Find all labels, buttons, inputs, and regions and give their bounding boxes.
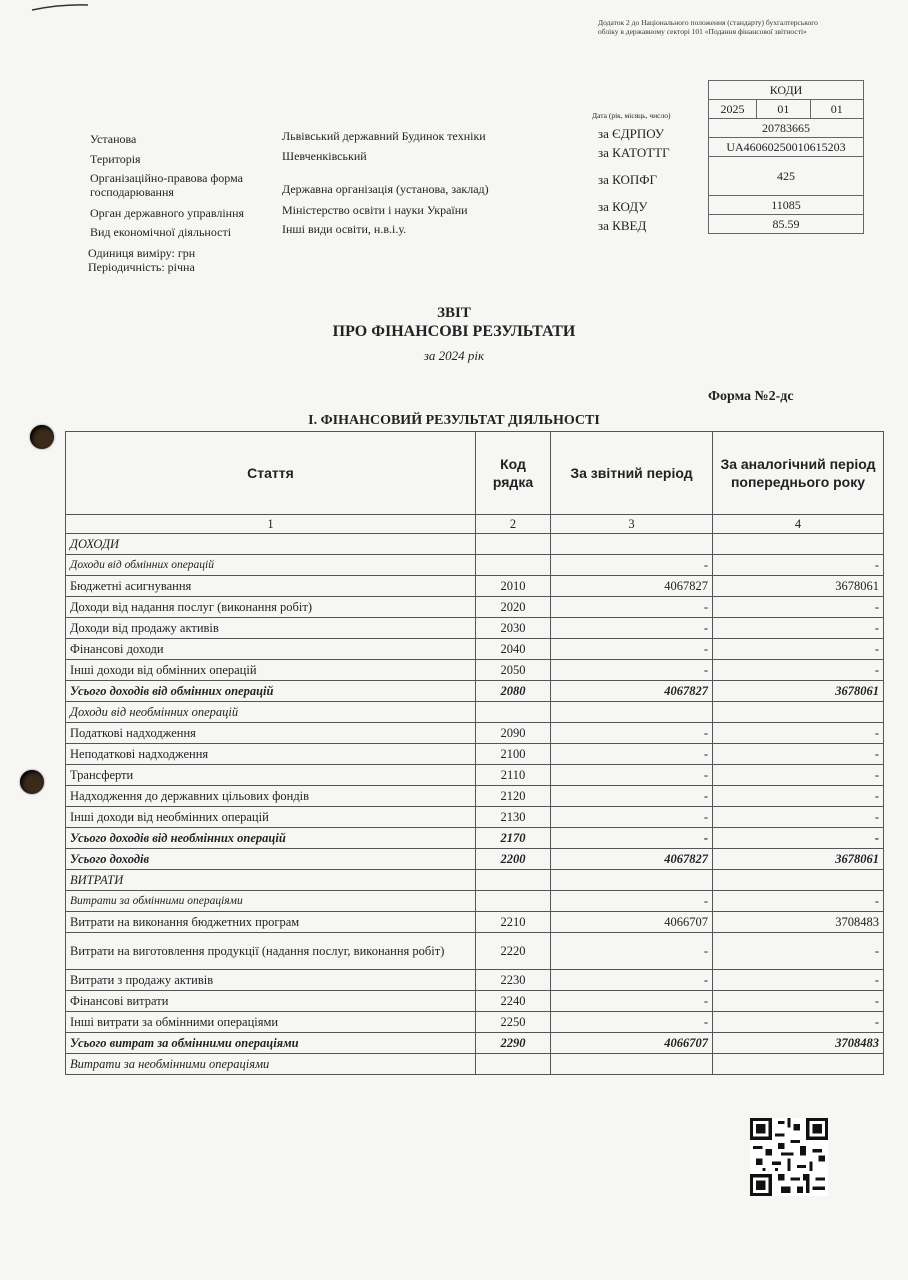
row-current-value: - [551, 786, 713, 807]
org-label-authority: Орган державного управління [90, 206, 245, 220]
row-code [476, 702, 551, 723]
table-row [66, 723, 884, 744]
row-previous-value: 3708483 [713, 1033, 884, 1054]
org-value-authority: Міністерство освіти і науки України [282, 203, 468, 217]
row-code: 2080 [476, 681, 551, 702]
row-code: 2290 [476, 1033, 551, 1054]
row-current-value [551, 702, 713, 723]
row-previous-value: - [713, 970, 884, 991]
table-row [66, 534, 884, 555]
org-code-edrpou: за ЄДРПОУ [598, 126, 665, 141]
row-current-value: - [551, 723, 713, 744]
org-label-institution: Установа [90, 132, 137, 146]
row-previous-value: 3708483 [713, 912, 884, 933]
row-code: 2250 [476, 1012, 551, 1033]
row-current-value: - [551, 891, 713, 912]
row-article: Неподаткові надходження [66, 744, 476, 765]
row-code [476, 534, 551, 555]
colnum: 4 [713, 515, 884, 534]
codes-header: КОДИ [709, 81, 864, 100]
row-current-value [551, 870, 713, 891]
row-article: Витрати на виконання бюджетних програм [66, 912, 476, 933]
row-current-value: - [551, 1012, 713, 1033]
org-code-katottg: за КАТОТТГ [598, 145, 670, 160]
table-row [66, 933, 884, 970]
row-current-value: 4066707 [551, 912, 713, 933]
org-value-legal-form: Державна організація (установа, заклад) [282, 182, 489, 196]
row-article: Фінансові витрати [66, 991, 476, 1012]
code-katottg: UA46060250010615203 [709, 138, 864, 157]
table-row [66, 597, 884, 618]
row-article: Витрати з продажу активів [66, 970, 476, 991]
report-subtitle: ПРО ФІНАНСОВІ РЕЗУЛЬТАТИ [332, 323, 576, 340]
row-article: Інші витрати за обмінними операціями [66, 1012, 476, 1033]
row-current-value: - [551, 828, 713, 849]
table-row [66, 639, 884, 660]
org-label-legal-form: Організаційно-правова форма [90, 171, 243, 185]
row-code [476, 891, 551, 912]
row-code: 2020 [476, 597, 551, 618]
row-current-value [551, 534, 713, 555]
table-row [66, 702, 884, 723]
colnum: 1 [66, 515, 476, 534]
row-code: 2240 [476, 991, 551, 1012]
row-code: 2120 [476, 786, 551, 807]
org-code-kved: за КВЕД [598, 218, 647, 233]
table-row [66, 870, 884, 891]
table-row [66, 849, 884, 870]
header-previous-period: За аналогічний період попереднього року [713, 432, 884, 515]
row-current-value: 4067827 [551, 681, 713, 702]
table-row [66, 912, 884, 933]
row-article: Доходи від обмінних операцій [66, 555, 476, 576]
table-row [66, 807, 884, 828]
row-previous-value [713, 702, 884, 723]
row-code: 2110 [476, 765, 551, 786]
table-row [66, 681, 884, 702]
codes-table [694, 80, 864, 234]
org-code-kodu: за КОДУ [598, 199, 648, 214]
row-current-value: - [551, 970, 713, 991]
row-current-value: - [551, 639, 713, 660]
row-code: 2170 [476, 828, 551, 849]
row-previous-value: - [713, 828, 884, 849]
row-current-value: 4066707 [551, 1033, 713, 1054]
row-previous-value: - [713, 807, 884, 828]
row-article: Витрати на виготовлення продукції (надання послуг, виконання робіт) [66, 933, 476, 970]
row-previous-value [713, 870, 884, 891]
row-code: 2010 [476, 576, 551, 597]
report-title: ЗВІТ [437, 305, 471, 321]
row-previous-value: - [713, 744, 884, 765]
row-article: Доходи від необмінних операцій [66, 702, 476, 723]
row-article: ВИТРАТИ [66, 870, 476, 891]
table-row [66, 660, 884, 681]
table-row [66, 765, 884, 786]
table-row [66, 891, 884, 912]
row-current-value: - [551, 807, 713, 828]
row-current-value: - [551, 991, 713, 1012]
row-article: Інші доходи від необмінних операцій [66, 807, 476, 828]
row-current-value: 4067827 [551, 576, 713, 597]
row-previous-value: - [713, 991, 884, 1012]
section-title: І. ФІНАНСОВИЙ РЕЗУЛЬТАТ ДІЯЛЬНОСТІ [308, 413, 600, 428]
code-kved: 85.59 [709, 215, 864, 234]
colnum: 2 [476, 515, 551, 534]
row-article: Бюджетні асигнування [66, 576, 476, 597]
row-previous-value: - [713, 786, 884, 807]
form-number: Форма №2-дс [708, 389, 794, 404]
financial-results-table [65, 431, 884, 1075]
row-article: Усього доходів від необмінних операцій [66, 828, 476, 849]
row-current-value: - [551, 597, 713, 618]
row-article: Податкові надходження [66, 723, 476, 744]
row-previous-value: - [713, 1012, 884, 1033]
periodicity: Періодичність: річна [88, 260, 195, 274]
row-article: ДОХОДИ [66, 534, 476, 555]
column-numbers-row [66, 515, 884, 534]
row-article: Інші доходи від обмінних операцій [66, 660, 476, 681]
table-row [66, 1054, 884, 1075]
row-previous-value: - [713, 933, 884, 970]
qr-code [750, 1118, 828, 1196]
row-current-value: - [551, 618, 713, 639]
row-current-value: - [551, 744, 713, 765]
table-row [66, 1033, 884, 1054]
date-year: 2025 [709, 100, 757, 119]
row-previous-value: - [713, 765, 884, 786]
code-edrpou: 20783665 [709, 119, 864, 138]
row-current-value: - [551, 660, 713, 681]
row-previous-value: - [713, 660, 884, 681]
row-previous-value: - [713, 639, 884, 660]
date-label: Дата (рік, місяць, число) [592, 111, 671, 120]
row-code [476, 870, 551, 891]
row-code: 2030 [476, 618, 551, 639]
date-month: 01 [757, 100, 810, 119]
row-article: Витрати за необмінними операціями [66, 1054, 476, 1075]
row-code: 2230 [476, 970, 551, 991]
header-article: Стаття [66, 432, 476, 515]
row-previous-value [713, 534, 884, 555]
row-article: Усього доходів [66, 849, 476, 870]
row-current-value: 4067827 [551, 849, 713, 870]
row-previous-value: - [713, 618, 884, 639]
row-article: Витрати за обмінними операціями [66, 891, 476, 912]
row-article: Трансферти [66, 765, 476, 786]
org-value-activity: Інші види освіти, н.в.і.у. [282, 222, 407, 236]
table-row [66, 786, 884, 807]
row-code: 2200 [476, 849, 551, 870]
table-row [66, 828, 884, 849]
appendix-note: Додаток 2 до Національного положення (стандарту) бухгалтерського обліку в державному секторі 101 «Подання фінансової звітності» [598, 18, 818, 36]
table-row [66, 970, 884, 991]
row-previous-value: 3678061 [713, 576, 884, 597]
punch-hole [20, 770, 44, 794]
row-article: Доходи від продажу активів [66, 618, 476, 639]
row-code: 2130 [476, 807, 551, 828]
row-code: 2050 [476, 660, 551, 681]
table-row [66, 1012, 884, 1033]
org-label-legal-form-2: господарювання [90, 185, 174, 199]
row-article: Фінансові доходи [66, 639, 476, 660]
row-code: 2040 [476, 639, 551, 660]
row-article: Усього доходів від обмінних операцій [66, 681, 476, 702]
row-previous-value: - [713, 723, 884, 744]
units-block [88, 246, 195, 274]
row-current-value: - [551, 555, 713, 576]
punch-hole [30, 425, 54, 449]
row-code: 2210 [476, 912, 551, 933]
row-previous-value: 3678061 [713, 849, 884, 870]
row-code: 2090 [476, 723, 551, 744]
report-period: за 2024 рік [423, 348, 485, 363]
table-row [66, 991, 884, 1012]
row-previous-value: - [713, 891, 884, 912]
org-code-kopfg: за КОПФГ [598, 172, 658, 187]
row-previous-value: - [713, 597, 884, 618]
org-label-territory: Територія [90, 152, 141, 166]
table-row [66, 555, 884, 576]
row-current-value: - [551, 933, 713, 970]
pen-mark [30, 2, 90, 12]
row-current-value [551, 1054, 713, 1075]
row-previous-value [713, 1054, 884, 1075]
org-value-territory: Шевченківський [282, 149, 367, 163]
row-code: 2100 [476, 744, 551, 765]
table-row [66, 744, 884, 765]
row-previous-value: 3678061 [713, 681, 884, 702]
table-row [66, 618, 884, 639]
row-code [476, 555, 551, 576]
row-article: Усього витрат за обмінними операціями [66, 1033, 476, 1054]
code-kodu: 11085 [709, 196, 864, 215]
date-day: 01 [810, 100, 863, 119]
colnum: 3 [551, 515, 713, 534]
row-current-value: - [551, 765, 713, 786]
org-value-institution: Львівський державний Будинок техніки [282, 129, 486, 143]
row-previous-value: - [713, 555, 884, 576]
header-code: Код рядка [476, 432, 551, 515]
row-article: Надходження до державних цільових фондів [66, 786, 476, 807]
unit-of-measure: Одиниця виміру: грн [88, 246, 196, 260]
row-code [476, 1054, 551, 1075]
header-current-period: За звітний період [551, 432, 713, 515]
row-code: 2220 [476, 933, 551, 970]
code-kopfg: 425 [709, 157, 864, 196]
table-row [66, 576, 884, 597]
org-label-activity: Вид економічної діяльності [90, 225, 232, 239]
row-article: Доходи від надання послуг (виконання робіт) [66, 597, 476, 618]
